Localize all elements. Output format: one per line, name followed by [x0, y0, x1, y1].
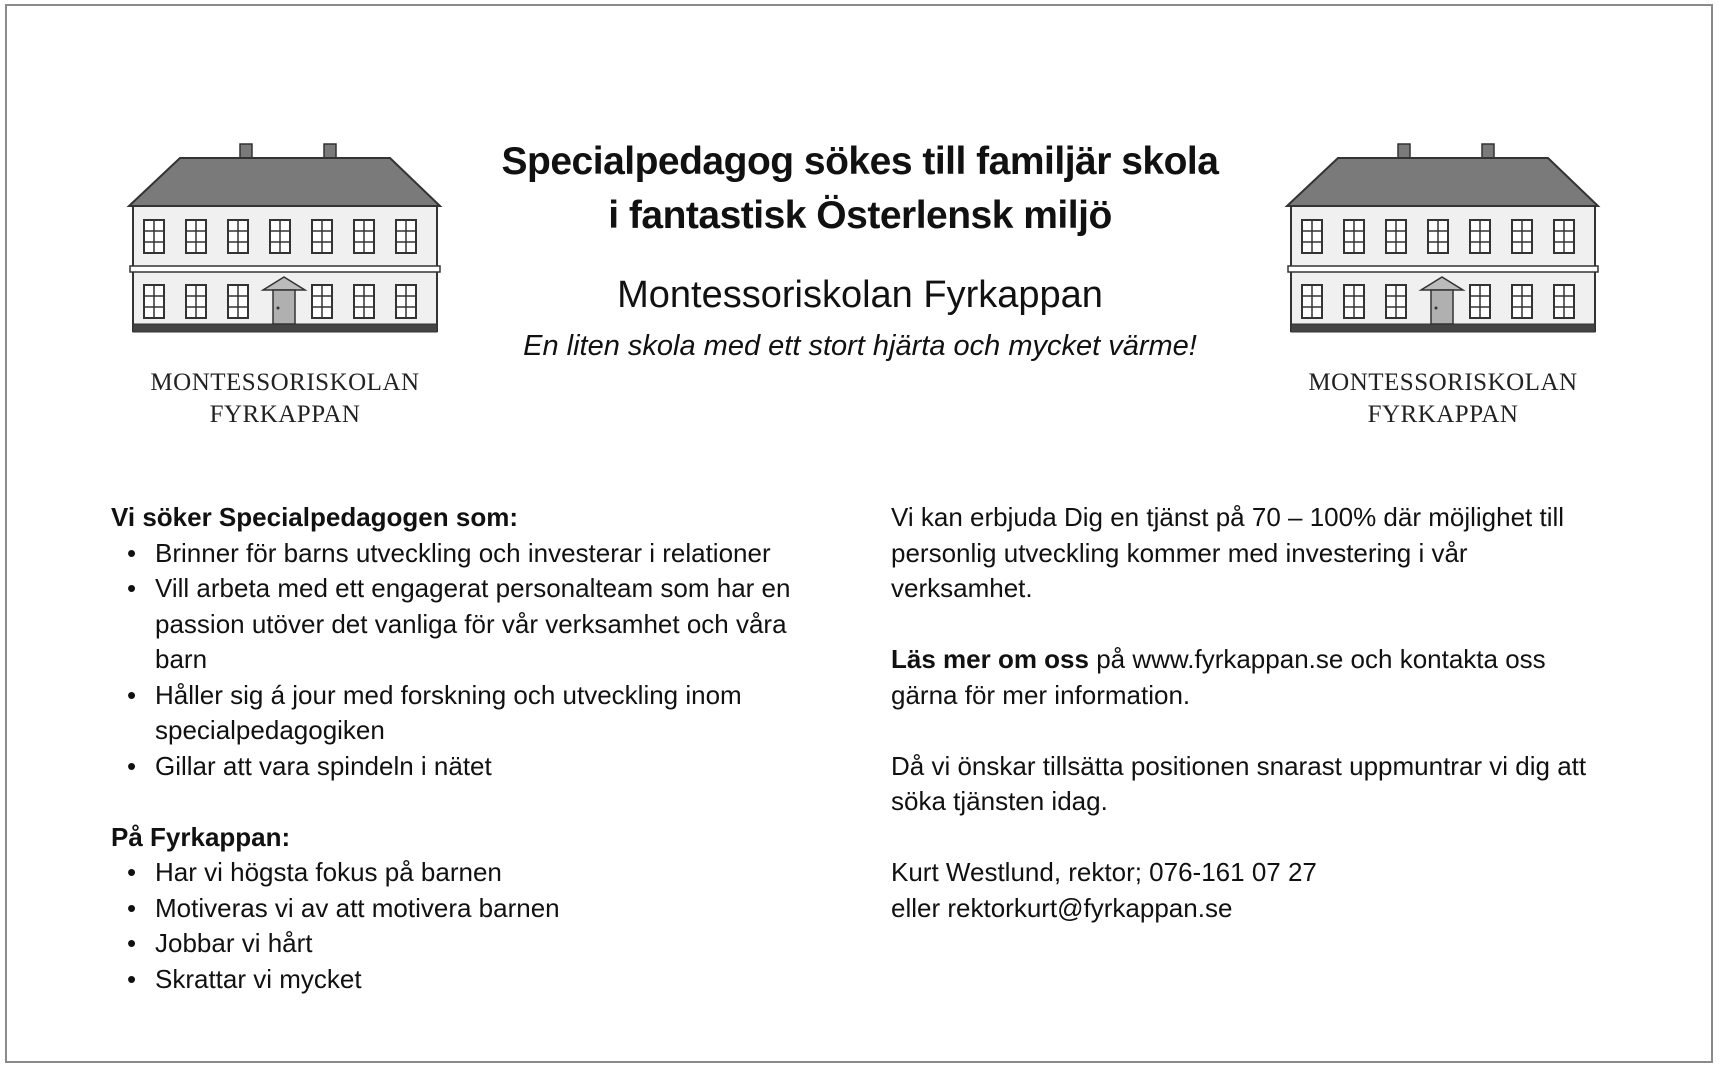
- tagline: En liten skola med ett stort hjärta och mycket värme!: [523, 330, 1197, 362]
- window: [1344, 285, 1364, 318]
- chimney: [1398, 144, 1410, 158]
- window: [1554, 285, 1574, 318]
- school-logo-left: [125, 140, 445, 440]
- logo-line-2: FYRKAPPAN: [1367, 401, 1519, 428]
- chimney: [1482, 144, 1494, 158]
- base: [1291, 324, 1595, 332]
- headline: [440, 135, 1280, 243]
- list-item: • Skrattar vi mycket: [111, 962, 831, 998]
- door: [1431, 290, 1453, 324]
- roof: [1287, 158, 1598, 206]
- window: [1512, 220, 1532, 253]
- school-logo-right: [1283, 140, 1603, 440]
- window: [1470, 285, 1490, 318]
- requirements-list: [111, 536, 831, 785]
- window: [228, 285, 248, 318]
- offer-column: [891, 500, 1611, 926]
- headline-line-1: Specialpedagog sökes till familjär skola: [501, 140, 1219, 183]
- door-knob: [277, 307, 280, 310]
- chimney: [240, 144, 252, 158]
- door-knob: [1435, 307, 1438, 310]
- window: [144, 220, 164, 253]
- window: [396, 220, 416, 253]
- list-item: • Gillar att vara spindeln i nätet: [111, 749, 831, 785]
- window: [1344, 220, 1364, 253]
- window: [1470, 220, 1490, 253]
- window: [312, 285, 332, 318]
- window: [1302, 285, 1322, 318]
- window: [1554, 220, 1574, 253]
- contact-line-2: eller rektorkurt@fyrkappan.se: [891, 892, 1233, 923]
- roof: [129, 158, 440, 206]
- read-more-paragraph: [891, 642, 1611, 713]
- read-more-text: på www.fyrkappan.se och kontakta oss gärna för mer information.: [891, 644, 1546, 710]
- list-item: • Har vi högsta fokus på barnen: [111, 855, 831, 891]
- window: [186, 220, 206, 253]
- contact-line-1: Kurt Westlund, rektor; 076-161 07 27: [891, 857, 1317, 887]
- window: [354, 220, 374, 253]
- window: [228, 220, 248, 253]
- school-building-icon: [125, 140, 445, 360]
- window: [1512, 285, 1532, 318]
- list-item: • Vill arbeta med ett engagerat personalteam som har en passion utöver det vanliga för vår verksamhet och våra barn: [111, 571, 831, 678]
- logo-line-1: MONTESSORISKOLAN: [1308, 369, 1578, 396]
- floor-band: [130, 266, 440, 272]
- window: [312, 220, 332, 253]
- school-building-icon: [1283, 140, 1603, 360]
- list-item: • Motiveras vi av att motivera barnen: [111, 891, 831, 927]
- window: [396, 285, 416, 318]
- requirements-column: [111, 500, 831, 997]
- base: [133, 324, 437, 332]
- floor-band: [1288, 266, 1598, 272]
- window: [354, 285, 374, 318]
- culture-list: [111, 855, 831, 997]
- window: [186, 285, 206, 318]
- window: [1386, 220, 1406, 253]
- offer-paragraph: Vi kan erbjuda Dig en tjänst på 70 – 100% där möjlighet till personlig utveckling kommer med investering i vår verksamhet.: [891, 502, 1565, 603]
- logo-line-2: FYRKAPPAN: [209, 401, 361, 428]
- list-item: • Brinner för barns utveckling och investerar i relationer: [111, 536, 831, 572]
- window: [270, 220, 290, 253]
- requirements-heading: Vi söker Specialpedagogen som:: [111, 502, 518, 532]
- school-name: Montessoriskolan Fyrkappan: [617, 274, 1103, 316]
- list-item: • Håller sig á jour med forskning och utveckling inom specialpedagogiken: [111, 678, 831, 749]
- list-item: • Jobbar vi hårt: [111, 926, 831, 962]
- apply-paragraph: Då vi önskar tillsätta positionen snarast uppmuntrar vi dig att söka tjänsten idag.: [891, 750, 1587, 816]
- window: [1302, 220, 1322, 253]
- window: [1386, 285, 1406, 318]
- read-more-bold: Läs mer om oss: [891, 644, 1089, 674]
- headline-line-2: i fantastisk Österlensk miljö: [608, 194, 1112, 237]
- window: [1428, 220, 1448, 253]
- door: [273, 290, 295, 324]
- chimney: [324, 144, 336, 158]
- culture-heading: På Fyrkappan:: [111, 821, 291, 852]
- logo-line-1: MONTESSORISKOLAN: [150, 369, 420, 396]
- window: [144, 285, 164, 318]
